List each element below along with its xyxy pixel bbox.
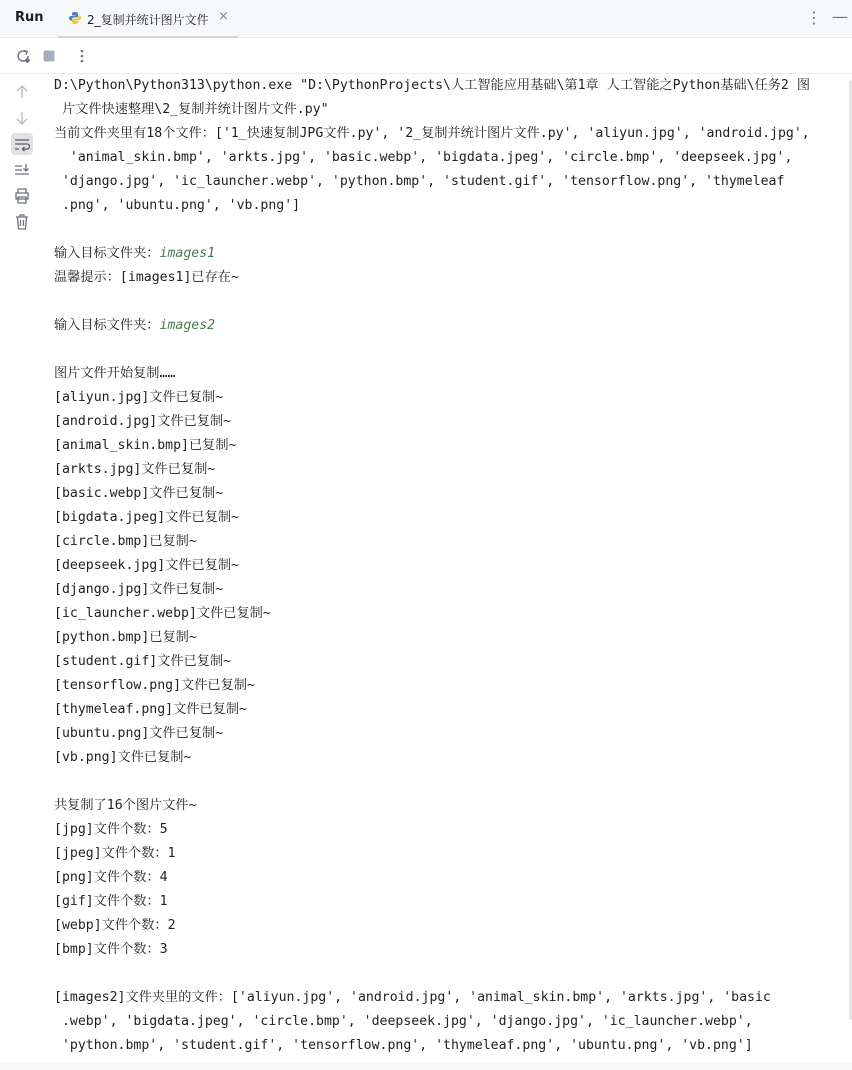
console-line-text: 图片文件开始复制…… xyxy=(54,366,176,381)
console-line-text: [django.jpg]文件已复制~ xyxy=(54,582,224,597)
console-sidebar xyxy=(0,74,44,1064)
console-line xyxy=(54,74,844,98)
console-line-text: [student.gif]文件已复制~ xyxy=(54,654,232,669)
console-line-text: 共复制了16个图片文件~ xyxy=(54,798,197,813)
console-line xyxy=(54,194,844,218)
console-line-text: [android.jpg]文件已复制~ xyxy=(54,414,232,429)
console-line-text: [ic_launcher.webp]文件已复制~ xyxy=(54,606,271,621)
user-input-text: images1 xyxy=(159,246,216,261)
console-line-text: .webp', 'bigdata.jpeg', 'circle.bmp', 'deepseek.jpg', 'django.jpg', 'ic_launcher.webp', xyxy=(54,1014,753,1029)
console-line xyxy=(54,98,844,122)
console-line-text: .png', 'ubuntu.png', 'vb.png'] xyxy=(54,198,301,213)
console-line xyxy=(54,914,844,938)
user-input-text: images2 xyxy=(159,318,216,333)
console-line-text: [webp]文件个数：2 xyxy=(54,918,176,933)
console-line xyxy=(54,866,844,890)
more-vertical-icon[interactable] xyxy=(73,47,91,65)
close-icon[interactable]: × xyxy=(218,9,229,24)
run-toolbar xyxy=(0,38,852,74)
console-line-text: 当前文件夹里有18个文件：['1_快速复制JPG文件.py', '2_复制并统计图片文件.py', 'aliyun.jpg', 'android.jpg', xyxy=(54,126,810,141)
console-line-text: [png]文件个数：4 xyxy=(54,870,168,885)
console-line-text: [images2]文件夹里的文件：['aliyun.jpg', 'android.jpg', 'animal_skin.bmp', 'arkts.jpg', 'basic xyxy=(54,990,771,1005)
console-line-text: [vb.png]文件已复制~ xyxy=(54,750,192,765)
title-bar xyxy=(0,0,852,38)
console-line xyxy=(54,962,844,986)
console-line xyxy=(54,938,844,962)
tab-title: 2_复制并统计图片文件 xyxy=(87,13,209,27)
stop-icon[interactable] xyxy=(40,47,58,65)
console-line xyxy=(54,530,844,554)
console-line xyxy=(54,818,844,842)
console-line xyxy=(54,794,844,818)
console-line xyxy=(54,146,844,170)
more-options-icon[interactable]: ⋮ xyxy=(806,8,822,27)
rerun-icon[interactable] xyxy=(14,47,32,65)
console-line-text: [bigdata.jpeg]文件已复制~ xyxy=(54,510,240,525)
console-line xyxy=(54,386,844,410)
console-line-text: 输入目标文件夹： xyxy=(54,318,160,333)
console-line-text: [thymeleaf.png]文件已复制~ xyxy=(54,702,247,717)
python-file-icon xyxy=(68,11,82,25)
console-line xyxy=(54,842,844,866)
trash-icon[interactable] xyxy=(11,211,33,233)
console-line-text: [tensorflow.png]文件已复制~ xyxy=(54,678,255,693)
console-line-text: [animal_skin.bmp]已复制~ xyxy=(54,438,237,453)
console-line xyxy=(54,362,844,386)
console-line xyxy=(54,626,844,650)
console-line xyxy=(54,434,844,458)
console-line xyxy=(54,770,844,794)
console-line-text: 'django.jpg', 'ic_launcher.webp', 'python.bmp', 'student.gif', 'tensorflow.png', 'thymeleaf xyxy=(54,174,785,189)
console-line xyxy=(54,458,844,482)
console-line-text: 片文件快速整理\2_复制并统计图片文件.py" xyxy=(54,102,329,117)
console-line xyxy=(54,602,844,626)
console-line-text: [gif]文件个数：1 xyxy=(54,894,168,909)
console-line xyxy=(54,242,844,266)
console-line xyxy=(54,554,844,578)
console-line xyxy=(54,290,844,314)
console-line xyxy=(54,170,844,194)
console-line-text: [aliyun.jpg]文件已复制~ xyxy=(54,390,224,405)
console-line-text: [jpg]文件个数：5 xyxy=(54,822,168,837)
console-line xyxy=(54,482,844,506)
console-line xyxy=(54,218,844,242)
console-line-text: [ubuntu.png]文件已复制~ xyxy=(54,726,224,741)
console-line-text: 'python.bmp', 'student.gif', 'tensorflow.png', 'thymeleaf.png', 'ubuntu.png', 'vb.png'] xyxy=(54,1038,753,1053)
console-line xyxy=(54,338,844,362)
run-panel-label: Run xyxy=(15,10,44,25)
console-line-text: [bmp]文件个数：3 xyxy=(54,942,168,957)
console-line-text: 输入目标文件夹： xyxy=(54,246,160,261)
console-line-text: [arkts.jpg]文件已复制~ xyxy=(54,462,216,477)
tab-run-config[interactable] xyxy=(58,0,238,38)
console-line-text: D:\Python\Python313\python.exe "D:\PythonProjects\人工智能应用基础\第1章 人工智能之Python基础\任务2 图 xyxy=(54,78,810,93)
console-line-text: 温馨提示：[images1]已存在~ xyxy=(54,270,239,285)
console-line-text: [deepseek.jpg]文件已复制~ xyxy=(54,558,240,573)
console-line xyxy=(54,986,844,1010)
console-line xyxy=(54,890,844,914)
scroll-to-end-icon[interactable] xyxy=(11,159,33,181)
console-line-text: [basic.webp]文件已复制~ xyxy=(54,486,224,501)
console-line xyxy=(54,1034,844,1058)
console-line xyxy=(54,674,844,698)
arrow-up-icon[interactable] xyxy=(11,81,33,103)
console-line xyxy=(54,698,844,722)
console-line-text: 'animal_skin.bmp', 'arkts.jpg', 'basic.webp', 'bigdata.jpeg', 'circle.bmp', 'deepseek.jpg', xyxy=(54,150,793,165)
console-line-text: [circle.bmp]已复制~ xyxy=(54,534,197,549)
console-line xyxy=(54,1010,844,1034)
console-line xyxy=(54,578,844,602)
console-line-text: [python.bmp]已复制~ xyxy=(54,630,197,645)
print-icon[interactable] xyxy=(11,185,33,207)
console-output[interactable] xyxy=(54,74,844,1058)
console-line-text: [jpeg]文件个数：1 xyxy=(54,846,176,861)
soft-wrap-icon[interactable] xyxy=(11,133,33,155)
console-line xyxy=(54,722,844,746)
minimize-icon[interactable]: — xyxy=(832,7,848,26)
console-line xyxy=(54,650,844,674)
console-line xyxy=(54,314,844,338)
console-line xyxy=(54,122,844,146)
arrow-down-icon[interactable] xyxy=(11,107,33,129)
console-line xyxy=(54,746,844,770)
horizontal-scrollbar[interactable] xyxy=(0,1062,852,1070)
console-line xyxy=(54,410,844,434)
console-line xyxy=(54,506,844,530)
console-line xyxy=(54,266,844,290)
